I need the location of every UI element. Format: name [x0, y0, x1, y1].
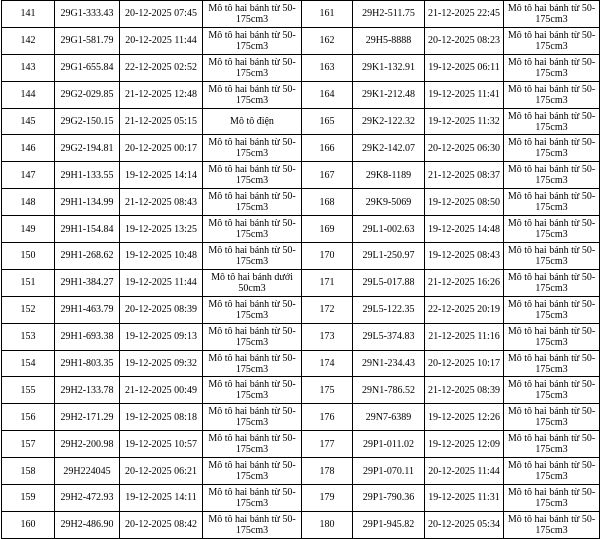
table-row: [2, 108, 600, 135]
violation-time-left: 21-12-2025 00:49: [120, 377, 203, 404]
row-number-left: 143: [2, 54, 55, 81]
license-plate-left: 29H1-133.55: [55, 162, 120, 189]
row-number-right: 173: [302, 323, 353, 350]
row-number-left: 158: [2, 458, 55, 485]
row-number-right: 161: [302, 1, 353, 28]
license-plate-right: 29P1-070.11: [353, 458, 425, 485]
row-number-left: 160: [2, 511, 55, 538]
row-number-right: 172: [302, 296, 353, 323]
license-plate-left: 29H2-472.93: [55, 485, 120, 512]
violation-time-left: 20-12-2025 11:44: [120, 27, 203, 54]
license-plate-left: 29H224045: [55, 458, 120, 485]
license-plate-right: 29H2-511.75: [353, 1, 425, 28]
table-row: [2, 81, 600, 108]
vehicle-type-left: Mô tô hai bánh từ 50-175cm3: [203, 458, 302, 485]
license-plate-right: 29H5-8888: [353, 27, 425, 54]
license-plate-right: 29K1-132.91: [353, 54, 425, 81]
row-number-right: 179: [302, 485, 353, 512]
violation-table: [1, 0, 600, 539]
license-plate-right: 29K2-142.07: [353, 135, 425, 162]
violation-time-right: 21-12-2025 11:16: [425, 323, 504, 350]
vehicle-type-right: Mô tô hai bánh từ 50-175cm3: [504, 81, 600, 108]
table-row: [2, 511, 600, 538]
vehicle-type-left: Mô tô hai bánh từ 50-175cm3: [203, 350, 302, 377]
license-plate-right: 29N7-6389: [353, 404, 425, 431]
vehicle-type-right: Mô tô hai bánh từ 50-175cm3: [504, 108, 600, 135]
row-number-left: 148: [2, 189, 55, 216]
license-plate-right: 29N1-234.43: [353, 350, 425, 377]
vehicle-type-right: Mô tô hai bánh từ 50-175cm3: [504, 243, 600, 270]
table-row: [2, 54, 600, 81]
vehicle-type-right: Mô tô hai bánh từ 50-175cm3: [504, 511, 600, 538]
violation-time-left: 19-12-2025 11:44: [120, 269, 203, 296]
table-row: [2, 350, 600, 377]
violation-time-right: 19-12-2025 12:09: [425, 431, 504, 458]
vehicle-type-left: Mô tô hai bánh từ 50-175cm3: [203, 485, 302, 512]
vehicle-type-right: Mô tô hai bánh từ 50-175cm3: [504, 189, 600, 216]
license-plate-left: 29G1-333.43: [55, 1, 120, 28]
violation-time-right: 19-12-2025 12:26: [425, 404, 504, 431]
table-row: [2, 404, 600, 431]
table-row: [2, 189, 600, 216]
vehicle-type-left: Mô tô hai bánh từ 50-175cm3: [203, 377, 302, 404]
license-plate-left: 29H1-384.27: [55, 269, 120, 296]
license-plate-left: 29H1-154.84: [55, 216, 120, 243]
violation-time-left: 20-12-2025 08:39: [120, 296, 203, 323]
violation-time-left: 20-12-2025 00:17: [120, 135, 203, 162]
vehicle-type-left: Mô tô hai bánh từ 50-175cm3: [203, 27, 302, 54]
violation-time-right: 21-12-2025 22:45: [425, 1, 504, 28]
license-plate-right: 29L1-250.97: [353, 243, 425, 270]
vehicle-type-right: Mô tô hai bánh từ 50-175cm3: [504, 27, 600, 54]
table-body: [2, 1, 600, 539]
row-number-left: 146: [2, 135, 55, 162]
violation-time-right: 21-12-2025 08:37: [425, 162, 504, 189]
vehicle-type-right: Mô tô hai bánh từ 50-175cm3: [504, 404, 600, 431]
row-number-right: 162: [302, 27, 353, 54]
row-number-right: 171: [302, 269, 353, 296]
vehicle-type-left: Mô tô hai bánh dưới 50cm3: [203, 269, 302, 296]
violation-time-right: 20-12-2025 06:30: [425, 135, 504, 162]
vehicle-type-right: Mô tô hai bánh từ 50-175cm3: [504, 296, 600, 323]
row-number-right: 164: [302, 81, 353, 108]
table-row: [2, 27, 600, 54]
row-number-right: 174: [302, 350, 353, 377]
row-number-left: 144: [2, 81, 55, 108]
vehicle-type-left: Mô tô hai bánh từ 50-175cm3: [203, 216, 302, 243]
license-plate-right: 29K2-122.32: [353, 108, 425, 135]
violation-time-left: 19-12-2025 14:14: [120, 162, 203, 189]
row-number-left: 151: [2, 269, 55, 296]
violation-time-right: 22-12-2025 20:19: [425, 296, 504, 323]
row-number-left: 157: [2, 431, 55, 458]
license-plate-right: 29K9-5069: [353, 189, 425, 216]
violation-time-left: 19-12-2025 10:57: [120, 431, 203, 458]
vehicle-type-right: Mô tô hai bánh từ 50-175cm3: [504, 162, 600, 189]
violation-time-right: 20-12-2025 10:17: [425, 350, 504, 377]
table-row: [2, 243, 600, 270]
violation-time-left: 19-12-2025 09:13: [120, 323, 203, 350]
table-row: [2, 458, 600, 485]
vehicle-type-right: Mô tô hai bánh từ 50-175cm3: [504, 485, 600, 512]
vehicle-type-left: Mô tô hai bánh từ 50-175cm3: [203, 81, 302, 108]
vehicle-type-right: Mô tô hai bánh từ 50-175cm3: [504, 323, 600, 350]
row-number-left: 156: [2, 404, 55, 431]
violation-time-left: 21-12-2025 12:48: [120, 81, 203, 108]
vehicle-type-right: Mô tô hai bánh từ 50-175cm3: [504, 54, 600, 81]
vehicle-type-left: Mô tô hai bánh từ 50-175cm3: [203, 431, 302, 458]
vehicle-type-left: Mô tô điện: [203, 108, 302, 135]
license-plate-right: 29L5-122.35: [353, 296, 425, 323]
vehicle-type-left: Mô tô hai bánh từ 50-175cm3: [203, 54, 302, 81]
violation-time-left: 22-12-2025 02:52: [120, 54, 203, 81]
violation-time-right: 19-12-2025 11:41: [425, 81, 504, 108]
row-number-left: 142: [2, 27, 55, 54]
license-plate-left: 29G2-029.85: [55, 81, 120, 108]
license-plate-left: 29H1-803.35: [55, 350, 120, 377]
violation-time-right: 19-12-2025 08:50: [425, 189, 504, 216]
license-plate-left: 29H1-463.79: [55, 296, 120, 323]
violation-time-left: 20-12-2025 08:42: [120, 511, 203, 538]
row-number-left: 141: [2, 1, 55, 28]
vehicle-type-right: Mô tô hai bánh từ 50-175cm3: [504, 1, 600, 28]
license-plate-left: 29H1-134.99: [55, 189, 120, 216]
row-number-right: 177: [302, 431, 353, 458]
row-number-right: 169: [302, 216, 353, 243]
vehicle-type-right: Mô tô hai bánh từ 50-175cm3: [504, 431, 600, 458]
vehicle-type-right: Mô tô hai bánh từ 50-175cm3: [504, 216, 600, 243]
vehicle-type-right: Mô tô hai bánh từ 50-175cm3: [504, 350, 600, 377]
license-plate-left: 29H2-171.29: [55, 404, 120, 431]
row-number-right: 178: [302, 458, 353, 485]
row-number-right: 166: [302, 135, 353, 162]
license-plate-right: 29L1-002.63: [353, 216, 425, 243]
vehicle-type-right: Mô tô hai bánh từ 50-175cm3: [504, 458, 600, 485]
violation-time-left: 19-12-2025 10:48: [120, 243, 203, 270]
violation-time-right: 19-12-2025 11:31: [425, 485, 504, 512]
violation-time-right: 20-12-2025 08:23: [425, 27, 504, 54]
license-plate-left: 29H2-133.78: [55, 377, 120, 404]
table-row: [2, 162, 600, 189]
violation-time-right: 20-12-2025 11:44: [425, 458, 504, 485]
license-plate-right: 29N1-786.52: [353, 377, 425, 404]
license-plate-left: 29H2-486.90: [55, 511, 120, 538]
violation-time-left: 21-12-2025 05:15: [120, 108, 203, 135]
table-row: [2, 1, 600, 28]
table-row: [2, 323, 600, 350]
violation-time-left: 19-12-2025 08:18: [120, 404, 203, 431]
license-plate-left: 29G2-194.81: [55, 135, 120, 162]
row-number-left: 152: [2, 296, 55, 323]
row-number-right: 176: [302, 404, 353, 431]
license-plate-left: 29H1-268.62: [55, 243, 120, 270]
vehicle-type-left: Mô tô hai bánh từ 50-175cm3: [203, 404, 302, 431]
license-plate-right: 29P1-945.82: [353, 511, 425, 538]
row-number-left: 154: [2, 350, 55, 377]
table-row: [2, 269, 600, 296]
violation-time-left: 19-12-2025 14:11: [120, 485, 203, 512]
license-plate-right: 29P1-011.02: [353, 431, 425, 458]
violation-time-right: 20-12-2025 05:34: [425, 511, 504, 538]
row-number-left: 145: [2, 108, 55, 135]
vehicle-type-left: Mô tô hai bánh từ 50-175cm3: [203, 135, 302, 162]
violation-time-left: 20-12-2025 06:21: [120, 458, 203, 485]
row-number-left: 155: [2, 377, 55, 404]
violation-time-left: 21-12-2025 08:43: [120, 189, 203, 216]
table-row: [2, 377, 600, 404]
row-number-right: 168: [302, 189, 353, 216]
table-row: [2, 135, 600, 162]
license-plate-right: 29K1-212.48: [353, 81, 425, 108]
row-number-right: 180: [302, 511, 353, 538]
license-plate-left: 29G1-581.79: [55, 27, 120, 54]
violation-time-right: 19-12-2025 08:43: [425, 243, 504, 270]
table-row: [2, 216, 600, 243]
violation-time-right: 21-12-2025 08:39: [425, 377, 504, 404]
violation-time-left: 19-12-2025 09:32: [120, 350, 203, 377]
row-number-left: 159: [2, 485, 55, 512]
vehicle-type-left: Mô tô hai bánh từ 50-175cm3: [203, 511, 302, 538]
row-number-right: 170: [302, 243, 353, 270]
row-number-right: 175: [302, 377, 353, 404]
row-number-left: 147: [2, 162, 55, 189]
row-number-left: 150: [2, 243, 55, 270]
vehicle-type-right: Mô tô hai bánh từ 50-175cm3: [504, 377, 600, 404]
vehicle-type-left: Mô tô hai bánh từ 50-175cm3: [203, 243, 302, 270]
violation-time-right: 19-12-2025 06:11: [425, 54, 504, 81]
table-row: [2, 296, 600, 323]
violation-time-right: 19-12-2025 11:32: [425, 108, 504, 135]
violation-time-left: 19-12-2025 13:25: [120, 216, 203, 243]
license-plate-right: 29K8-1189: [353, 162, 425, 189]
row-number-right: 165: [302, 108, 353, 135]
violation-time-left: 20-12-2025 07:45: [120, 1, 203, 28]
vehicle-type-left: Mô tô hai bánh từ 50-175cm3: [203, 189, 302, 216]
license-plate-right: 29L5-374.83: [353, 323, 425, 350]
license-plate-left: 29H2-200.98: [55, 431, 120, 458]
vehicle-type-left: Mô tô hai bánh từ 50-175cm3: [203, 1, 302, 28]
vehicle-type-right: Mô tô hai bánh từ 50-175cm3: [504, 135, 600, 162]
violation-time-right: 19-12-2025 14:48: [425, 216, 504, 243]
row-number-left: 149: [2, 216, 55, 243]
violation-time-right: 21-12-2025 16:26: [425, 269, 504, 296]
license-plate-left: 29G1-655.84: [55, 54, 120, 81]
license-plate-right: 29P1-790.36: [353, 485, 425, 512]
vehicle-type-left: Mô tô hai bánh từ 50-175cm3: [203, 162, 302, 189]
row-number-right: 163: [302, 54, 353, 81]
table-row: [2, 431, 600, 458]
table-row: [2, 485, 600, 512]
vehicle-type-left: Mô tô hai bánh từ 50-175cm3: [203, 296, 302, 323]
license-plate-right: 29L5-017.88: [353, 269, 425, 296]
license-plate-left: 29H1-693.38: [55, 323, 120, 350]
row-number-right: 167: [302, 162, 353, 189]
row-number-left: 153: [2, 323, 55, 350]
license-plate-left: 29G2-150.15: [55, 108, 120, 135]
vehicle-type-left: Mô tô hai bánh từ 50-175cm3: [203, 323, 302, 350]
vehicle-type-right: Mô tô hai bánh từ 50-175cm3: [504, 269, 600, 296]
